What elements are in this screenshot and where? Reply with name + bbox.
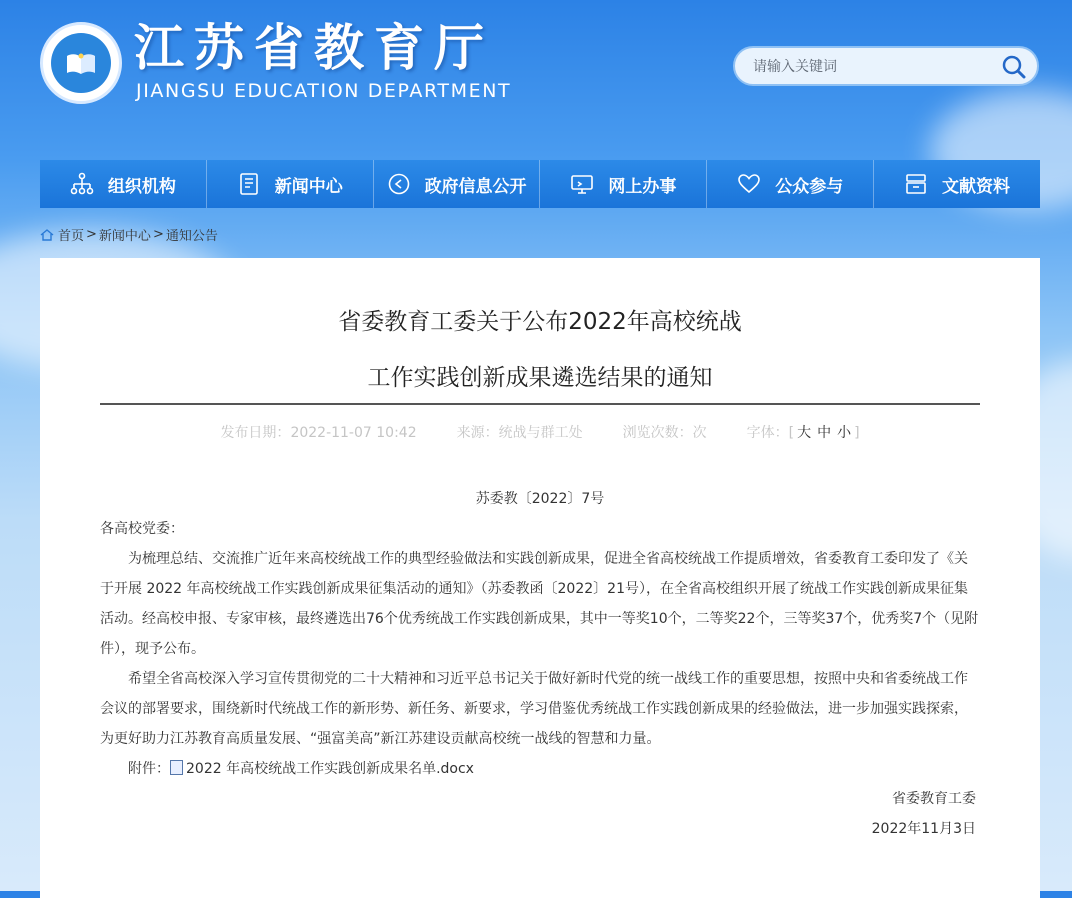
nav-item-news[interactable] [207, 160, 374, 208]
archive-box-icon [904, 172, 928, 196]
title-divider [100, 403, 980, 405]
signature-date: 2022年11月3日 [871, 821, 976, 837]
nav-item-gov-info[interactable] [374, 160, 541, 208]
nav-label: 文献资料 [942, 176, 1011, 197]
monitor-icon [570, 172, 594, 196]
publish-date: 2022-11-07 10:42 [290, 425, 417, 441]
article-panel [40, 258, 1040, 898]
views-label: 浏览次数： [622, 425, 693, 441]
greeting: 各高校党委： [100, 521, 184, 537]
breadcrumb-home[interactable]: 首页 [58, 229, 85, 244]
attachment-line [100, 754, 980, 784]
nav-label: 网上办事 [608, 176, 677, 197]
main-nav [40, 160, 1040, 208]
site-header [0, 0, 1072, 150]
signature: 省委教育工委 [892, 791, 976, 807]
paragraph-1: 为梳理总结、交流推广近年来高校统战工作的典型经验做法和实践创新成果，促进全省高校统战工作提质增效，省委教育工委印发了《关于开展 2022 年高校统战工作实践创新成果征集活动的通知》（苏委教函〔2022〕21号），在全省高校组织开展了统战工作实践创新成果征集活动。经高校申报、专家审核，最终遴选出76个优秀统战工作实践创新成果，其中一等奖10个，二等奖22个，三等奖37个，优秀奖7个（见附件），现予公布。 [100, 551, 979, 657]
breadcrumb [40, 225, 218, 244]
nav-label: 新闻中心 [274, 176, 343, 197]
font-size-label: 字体： [746, 425, 789, 441]
attachment-label: 附件： [128, 761, 170, 777]
org-chart-icon [70, 172, 94, 196]
nav-item-public-participation[interactable] [707, 160, 874, 208]
publish-date-label: 发布日期： [220, 425, 291, 441]
word-file-icon [170, 760, 183, 775]
breadcrumb-separator: > [152, 227, 164, 242]
font-size-large-button[interactable]: 大 [797, 425, 812, 441]
font-size-medium-button[interactable]: 中 [817, 425, 832, 441]
logo-emblem-icon [51, 33, 111, 93]
article-title-line1: 省委教育工委关于公布2022年高校统战 [338, 309, 742, 335]
home-icon [40, 229, 54, 241]
nav-item-organization[interactable] [40, 160, 207, 208]
article-meta: 发布日期：2022-11-07 10:42 来源：统战与群工处 浏览次数：次 字体：[ 大 中 小 ] [220, 425, 860, 441]
article-title-line2: 工作实践创新成果遴选结果的通知 [367, 365, 713, 391]
nav-label: 政府信息公开 [424, 176, 527, 197]
site-title: 江苏省教育厅 [134, 19, 494, 77]
site-logo[interactable] [40, 22, 122, 104]
breadcrumb-separator: > [86, 227, 97, 242]
views-suffix: 次 [692, 425, 707, 441]
source: 统战与群工处 [498, 425, 583, 441]
nav-label: 公众参与 [775, 176, 844, 197]
site-subtitle: JIANGSU EDUCATION DEPARTMENT [136, 80, 512, 102]
paragraph-2: 希望全省高校深入学习宣传贯彻党的二十大精神和习近平总书记关于做好新时代党的统一战线工作的重要思想，按照中央和省委统战工作会议的部署要求，围绕新时代统战工作的新形势、新任务、新要求，学习借鉴优秀统战工作实践创新成果的经验做法，进一步加强实践探索，为更好助力江苏教育高质量发展、“强富美高”新江苏建设贡献高校统一战线的智慧和力量。 [100, 671, 968, 747]
nav-label: 组织机构 [107, 176, 176, 197]
breadcrumb-news-center[interactable]: 新闻中心 [98, 229, 151, 244]
play-circle-icon [387, 172, 411, 196]
document-number: 苏委教〔2022〕7号 [475, 491, 605, 507]
font-size-small-button[interactable]: 小 [837, 425, 852, 441]
nav-item-literature[interactable] [874, 160, 1040, 208]
source-label: 来源： [456, 425, 499, 441]
article-title [40, 294, 1040, 406]
search-box [733, 46, 1039, 86]
heart-icon [737, 172, 761, 196]
breadcrumb-notices[interactable]: 通知公告 [165, 229, 218, 244]
attachment-link[interactable]: 2022 年高校统战工作实践创新成果名单.docx [186, 761, 474, 777]
document-icon [237, 172, 261, 196]
search-input[interactable] [751, 56, 995, 78]
nav-item-online-service[interactable] [540, 160, 707, 208]
search-icon[interactable] [1001, 54, 1027, 80]
